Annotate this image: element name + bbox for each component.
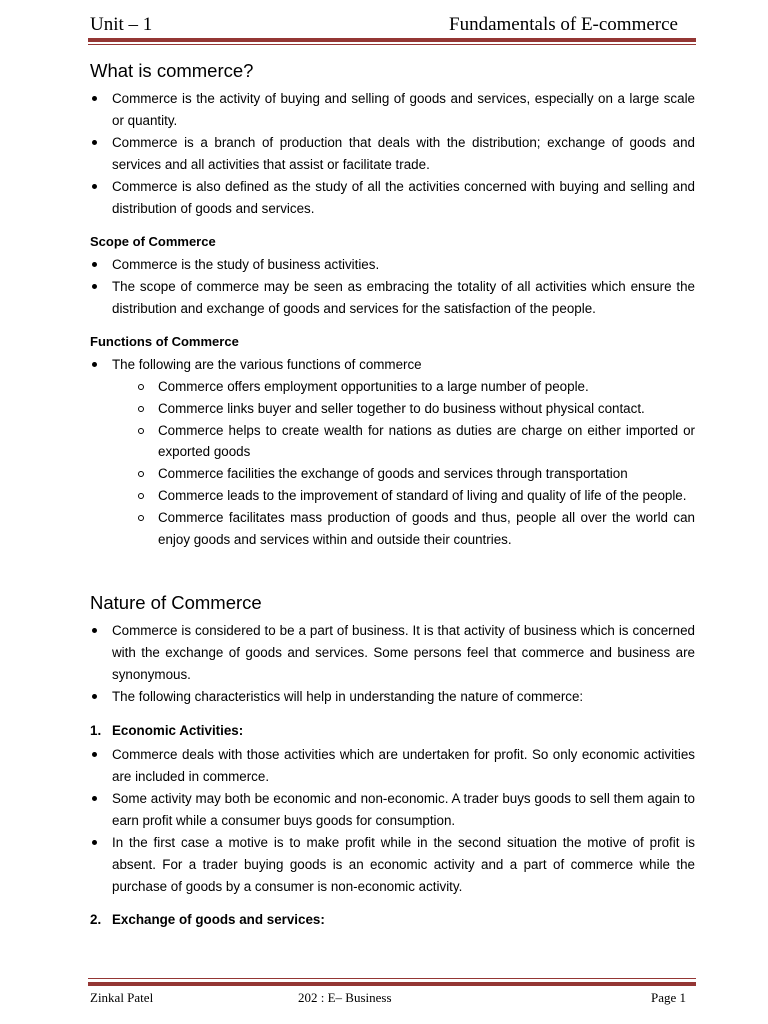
- sub-list-item: Commerce links buyer and seller together to do business without physical contact.: [90, 398, 695, 420]
- footer-author: Zinkal Patel: [90, 990, 154, 1005]
- item-number: 2.: [90, 912, 102, 928]
- functions-sublist: [90, 376, 695, 550]
- footer-rule-thin: [88, 978, 696, 979]
- list-item: Commerce deals with those activities which are undertaken for profit. So only economic activities are included in commerce.: [90, 744, 695, 788]
- heading-nature-of-commerce: Nature of Commerce: [90, 592, 262, 614]
- heading-what-is-commerce: What is commerce?: [90, 60, 254, 81]
- page-footer: [90, 990, 686, 1006]
- list-item: Commerce is also defined as the study of all the activities concerned with buying and selling and distribution of goods and services.: [90, 176, 695, 220]
- list-item: The following characteristics will help in understanding the nature of commerce:: [90, 686, 695, 708]
- what-is-commerce-list: [90, 88, 695, 220]
- page-header: [90, 8, 678, 36]
- header-rule-thin: [88, 44, 696, 45]
- footer-rule-thick: [88, 982, 696, 986]
- sub-list-item: Commerce offers employment opportunities to a large number of people.: [90, 376, 695, 398]
- scope-list: [90, 254, 695, 320]
- heading-functions-of-commerce: Functions of Commerce: [90, 333, 239, 349]
- heading-scope-of-commerce: Scope of Commerce: [90, 233, 216, 249]
- header-rule-thick: [88, 38, 696, 42]
- item-number: 1.: [90, 723, 102, 739]
- sub-list-item: Commerce facilitates mass production of goods and thus, people all over the world can enjoy goods and services within and outside their countries.: [90, 507, 695, 551]
- list-item: Commerce is a branch of production that deals with the distribution; exchange of goods and services and all activities that assist or facilitate trade.: [90, 132, 695, 176]
- numbered-heading-exchange: [90, 909, 695, 931]
- footer-page-number: Page 1: [650, 990, 686, 1005]
- functions-list: [90, 354, 695, 376]
- list-item: Commerce is the study of business activities.: [90, 254, 695, 276]
- list-item: The following are the various functions of commerce: [90, 354, 695, 376]
- sub-list-item: Commerce facilities the exchange of goods and services through transportation: [90, 463, 695, 485]
- header-course-title: Fundamentals of E-commerce: [449, 14, 678, 35]
- list-item: Some activity may both be economic and non-economic. A trader buys goods to sell them again to earn profit while a consumer buys goods for consumption.: [90, 788, 695, 832]
- sub-list-item: Commerce leads to the improvement of standard of living and quality of life of the people.: [90, 485, 695, 507]
- nature-list: [90, 620, 695, 708]
- header-unit: Unit – 1: [90, 14, 153, 35]
- footer-course-code: 202 : E– Business: [298, 990, 392, 1005]
- sub-list-item: Commerce helps to create wealth for nations as duties are charge on either imported or exported goods: [90, 420, 695, 464]
- list-item: In the first case a motive is to make profit while in the second situation the motive of profit is absent. For a trader buying goods is an economic activity and a part of commerce while the purchase of goods by a consumer is non-economic activity.: [90, 832, 695, 897]
- list-item: The scope of commerce may be seen as embracing the totality of all activities which ensure the distribution and exchange of goods and services for the satisfaction of the people.: [90, 276, 695, 320]
- item-title: Economic Activities:: [112, 723, 244, 739]
- numbered-heading-economic-activities: [90, 720, 695, 742]
- page-body: [90, 58, 695, 933]
- list-item: Commerce is considered to be a part of business. It is that activity of business which is concerned with the exchange of goods and services. Some persons feel that commerce and business are synonymous.: [90, 620, 695, 685]
- list-item: Commerce is the activity of buying and selling of goods and services, especially on a large scale or quantity.: [90, 88, 695, 132]
- item-title: Exchange of goods and services:: [112, 912, 325, 928]
- economic-activities-list: [90, 744, 695, 898]
